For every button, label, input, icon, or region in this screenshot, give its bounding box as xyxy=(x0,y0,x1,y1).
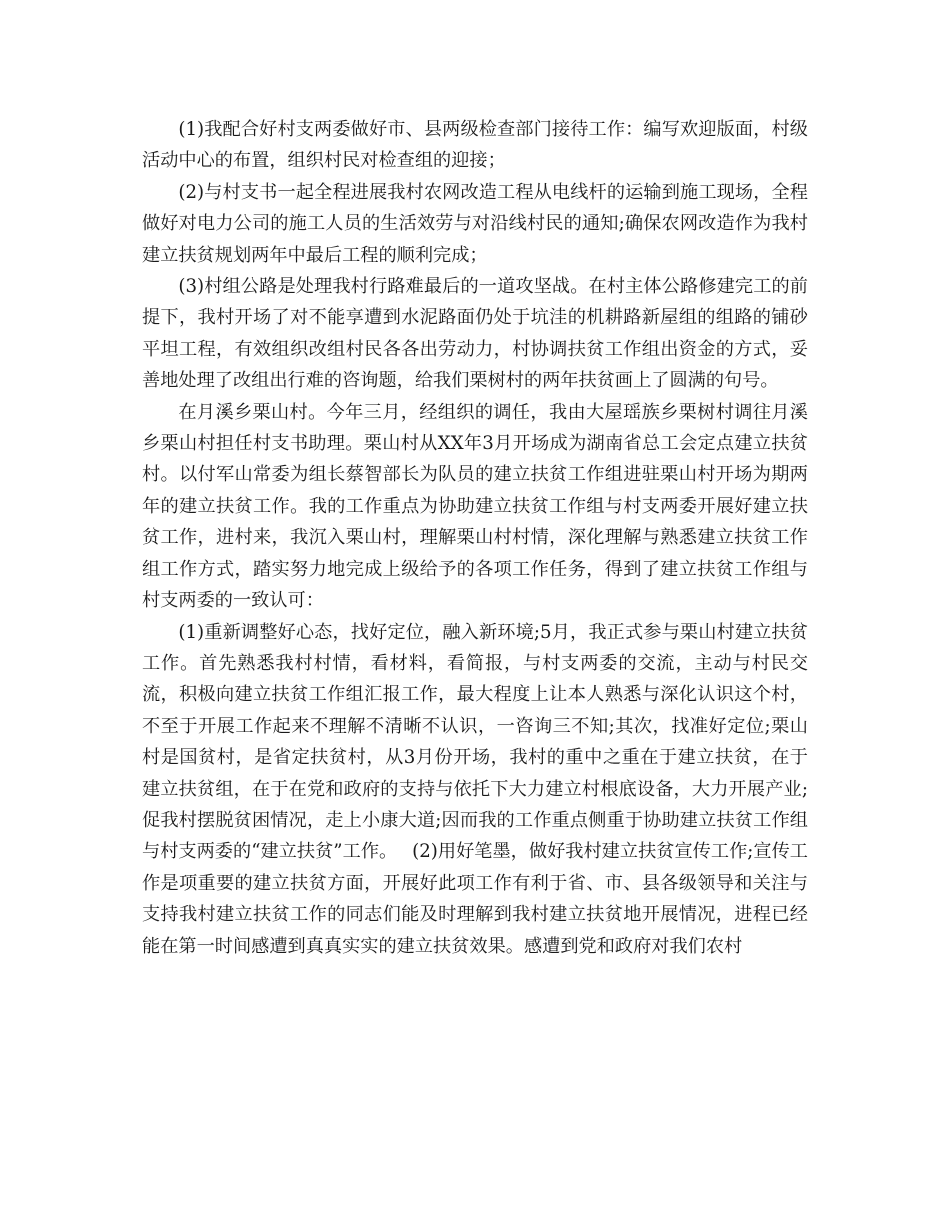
paragraph-5: (1)重新调整好心态，找好定位，融入新环境;5月，我正式参与栗山村建立扶贫工作。首先熟悉我村村情，看材料，看简报，与村支两委的交流，主动与村民交流，积极向建立扶贫工作组汇报工作，最大程度上让本人熟悉与深化认识这个村，不至于开展工作起来不理解不清晰不认识，一咨询三不知;其次，找准好定位;栗山村是国贫村，是省定扶贫村，从3月份开场，我村的重中之重在于建立扶贫，在于建立扶贫组，在于在党和政府的支持与依托下大力建立村根底设备，大力开展产业;促我村摆脱贫困情况，走上小康大道;因而我的工作重点侧重于协助建立扶贫工作组与村支两委的“建立扶贫”工作。 (2)用好笔墨，做好我村建立扶贫宣传工作;宣传工作是项重要的建立扶贫方面，开展好此项工作有利于省、市、县各级领导和关注与支持我村建立扶贫工作的同志们能及时理解到我村建立扶贫地开展情况，进程已经能在第一时间感遭到真真实实的建立扶贫效果。感遭到党和政府对我们农村 xyxy=(142,621,808,957)
paragraph-1: (1)我配合好村支两委做好市、县两级检查部门接待工作：编写欢迎版面，村级活动中心的布置，组织村民对检查组的迎接； xyxy=(142,119,808,172)
paragraph-3: (3)村组公路是处理我村行路难最后的一道攻坚战。在村主体公路修建完工的前提下，我村开场了对不能享遭到水泥路面仍处于坑洼的机耕路新屋组的组路的铺砂平坦工程，有效组织改组村民各各出劳动力，村协调扶贫工作组出资金的方式，妥善地处理了改组出行难的咨询题，给我们栗树村的两年扶贫画上了圆满的句号。 xyxy=(142,276,808,392)
paragraph-2: (2)与村支书一起全程进展我村农网改造工程从电线杆的运输到施工现场，全程做好对电力公司的施工人员的生活效劳与对沿线村民的通知;确保农网改造作为我村建立扶贫规划两年中最后工程的顺利完成； xyxy=(142,181,808,266)
paragraph-4: 在月溪乡栗山村。今年三月，经组织的调任，我由大屋瑶族乡栗树村调往月溪乡栗山村担任村支书助理。栗山村从XX年3月开场成为湖南省总工会定点建立扶贫村。以付军山常委为组长蔡智部长为队员的建立扶贫工作组进驻栗山村开场为期两年的建立扶贫工作。我的工作重点为协助建立扶贫工作组与村支两委开展好建立扶贫工作，进村来，我沉入栗山村，理解栗山村村情，深化理解与熟悉建立扶贫工作组工作方式，踏实努力地完成上级给予的各项工作任务，得到了建立扶贫工作组与村支两委的一致认可： xyxy=(142,401,808,612)
document-page xyxy=(142,114,808,962)
